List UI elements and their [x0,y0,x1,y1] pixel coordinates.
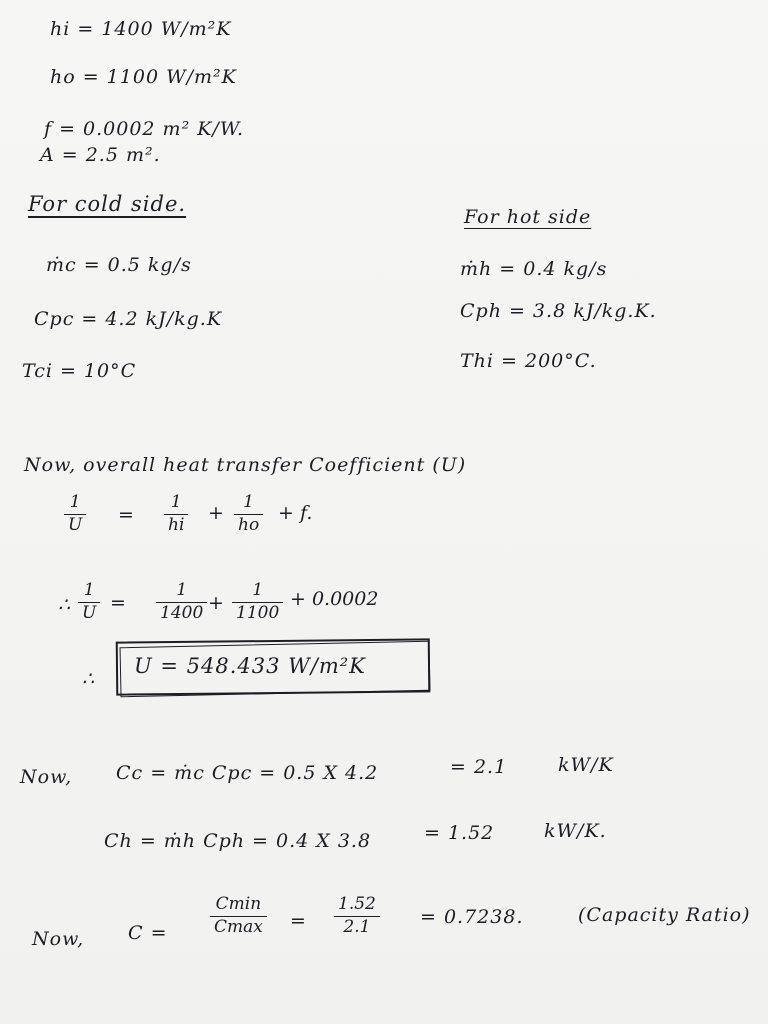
eq2-lhs-num: 1 [83,580,95,600]
eq2-lhs-fraction [78,582,100,623]
eq1-lhs-num: 1 [69,492,81,512]
eq2-term1-den: 1400 [160,602,204,623]
ratio-values-fraction [334,896,380,937]
eq1-lhs-fraction [64,494,86,535]
eq1-term1-num: 1 [170,492,182,512]
cold-inlet-temp: Tci = 10°C [22,360,137,382]
c-now-label: Now, [32,928,85,950]
eq1-plus: + [208,502,224,524]
cold-side-heading: For cold side. [28,192,187,216]
cmax-label: Cmax [214,916,263,937]
ratio-equals-1: = [290,910,306,932]
eq1-tail: + f. [278,502,313,524]
hot-side-heading: For hot side [464,206,592,228]
eq1-term2-fraction [234,494,263,535]
cold-capacity-value: = 2.1 [450,756,508,778]
eq2-term2-num: 1 [252,580,264,600]
capacity-ratio-note: (Capacity Ratio) [578,904,751,926]
eq2-therefore: ∴ [58,594,71,616]
eq1-term1-fraction [164,494,188,535]
hot-specific-heat: Cph = 3.8 kJ/kg.K. [460,300,657,322]
capacity-ratio-lhs: C = [128,922,168,944]
eq2-term2-fraction [232,582,283,623]
hot-capacity-rate: Ch = ṁh Cph = 0.4 X 3.8 [104,830,372,852]
hot-capacity-value: = 1.52 [424,822,495,844]
eq2-lhs-den: U [82,602,97,623]
hot-mass-flow: ṁh = 0.4 kg/s [460,258,608,280]
hot-inlet-temp: Thi = 200°C. [460,350,597,372]
given-area: A = 2.5 m². [40,144,161,166]
overall-heading: Now, overall heat transfer Coefficient (U) [24,454,467,476]
given-ho: ho = 1100 W/m²K [50,66,237,88]
eq2-term1-fraction [156,582,207,623]
cmin-label: Cmin [215,894,262,914]
cold-capacity-rate: Cc = ṁc Cpc = 0.5 X 4.2 [116,762,379,784]
hot-capacity-unit: kW/K. [544,820,607,842]
ratio-values-num: 1.52 [338,894,376,914]
eq2-tail: + 0.0002 [290,588,379,610]
eq1-term2-den: ho [238,514,260,535]
cold-mass-flow: ṁc = 0.5 kg/s [46,254,192,276]
given-fouling: f = 0.0002 m² K/W. [44,118,245,140]
cold-capacity-unit: kW/K [558,754,614,776]
given-hi: hi = 1400 W/m²K [50,18,232,40]
ratio-values-den: 2.1 [343,916,371,937]
result-therefore: ∴ [82,668,95,690]
eq2-plus: + [208,592,224,614]
eq1-term2-num: 1 [243,492,254,512]
eq1-lhs-den: U [68,514,83,535]
capacity-ratio-value: = 0.7238. [420,906,524,928]
eq1-equals: = [118,504,134,526]
cc-now-label: Now, [20,766,73,788]
cold-specific-heat: Cpc = 4.2 kJ/kg.K [34,308,223,330]
eq2-term2-den: 1100 [236,602,280,623]
eq1-term1-den: hi [168,514,185,535]
cmin-cmax-fraction [210,896,267,937]
eq2-term1-num: 1 [176,580,188,600]
overall-coefficient-result: U = 548.433 W/m²K [134,654,366,678]
eq2-equals: = [110,592,126,614]
